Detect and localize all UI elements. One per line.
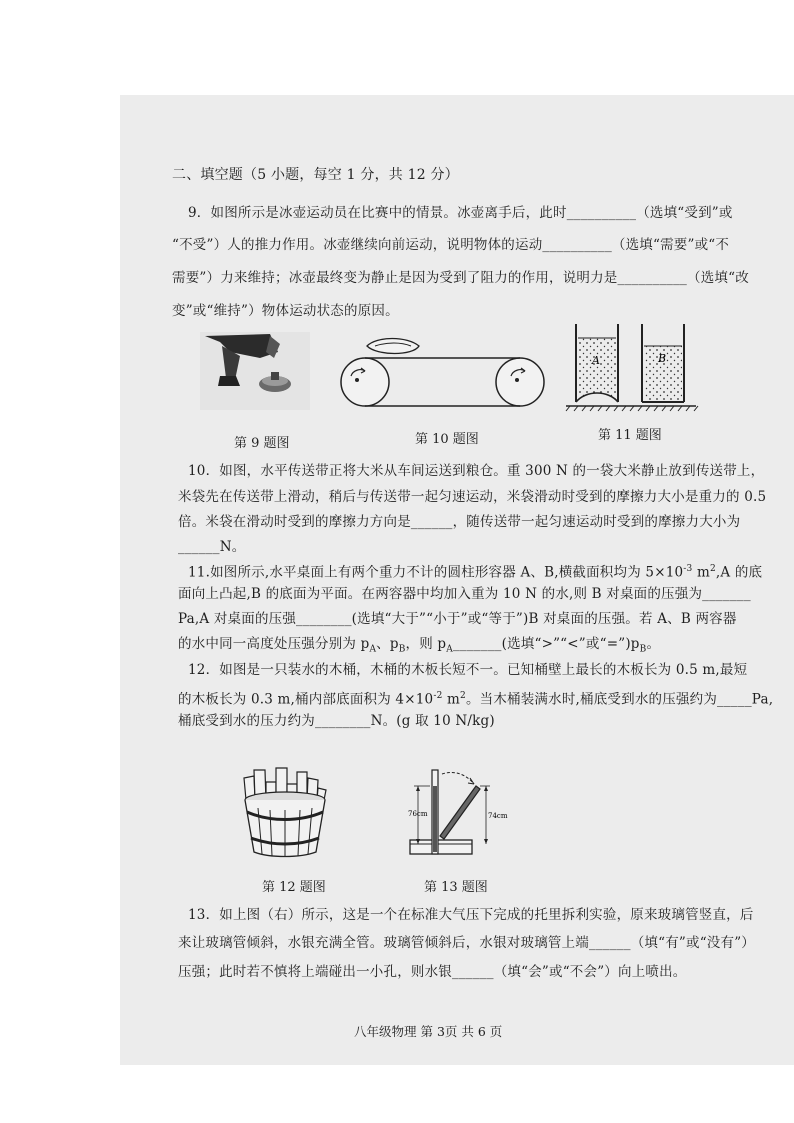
torricelli-figure (404, 766, 508, 860)
q11-line-4: 的水中同一高度处压强分别为 $p_A$、$p_B$，则 $p_A\_\_\_\_\_\_\_$(选填“>”“<”或“$=”)p_B$。 (178, 636, 661, 655)
height-74-label: 74cm (488, 812, 508, 820)
q9-line-3: 需要”）力来维持；冰壶最终变为静止是因为受到了阻力的作用，说明力是__________（选填“改 (172, 270, 749, 286)
page-footer: 八年级物理 第 3页 共 6 页 (354, 1024, 503, 1039)
fig11-caption: 第 11 题图 (598, 428, 662, 443)
q10-line-3: 倍。米袋在滑动时受到的摩擦力方向是______，随传送带一起匀速运动时受到的摩擦力大小为 (178, 514, 741, 530)
fig12-caption: 第 12 题图 (262, 880, 326, 895)
q12-line-1: 12．如图是一只装水的木桶，木桶的木板长短不一。已知桶壁上最长的木板长为 0.5 m,最短 (188, 662, 748, 678)
q11-line-3: Pa,A 对桌面的压强________(选填“大于”“小于”或“等于”)B 对桌面的压强。若 A、B 两容器 (178, 611, 737, 627)
q10-line-2: 米袋先在传送带上滑动，稍后与传送带一起匀速运动，米袋滑动时受到的摩擦力大小是重力的 0.5 (178, 489, 767, 505)
fig13-caption: 第 13 题图 (424, 880, 488, 895)
q13-line-1: 13．如上图（右）所示，这是一个在标准大气压下完成的托里拆利实验，原来玻璃管竖直，后 (188, 907, 754, 923)
q11-line-1: 11.如图所示,水平桌面上有两个重力不计的圆柱形容器 A、B,横截面积均为 $5\times 10^{-3}$ $m^2,A$ 的底 (188, 564, 763, 581)
q12-line-2: 的木板长为 0.3 m,桶内部底面积为 $4\times 10^{-2}$ $m^2$。当木桶装满水时,桶底受到水的压强约为_____Pa, (178, 691, 774, 708)
section-heading: 二、填空题（5 小题，每空 1 分，共 12 分） (172, 167, 459, 183)
container-a-label: A (592, 354, 600, 367)
curling-figure (200, 332, 310, 410)
q11-line-2: 面向上凸起,B 的底面为平面。在两容器中均加入重为 10 N 的水,则 B 对桌面的压强为_______ (178, 586, 751, 602)
containers-figure (564, 320, 699, 412)
q13-line-3: 压强；此时若不慎将上端碰出一小孔，则水银______（填“会”或“不会”）向上喷出。 (178, 964, 687, 980)
q10-line-1: 10．如图，水平传送带正将大米从车间运送到粮仓。重 300 N 的一袋大米静止放到传送带上， (188, 463, 765, 479)
q9-line-2: “不受”）人的推力作用。冰壶继续向前运动，说明物体的运动__________（选填“需要”或“不 (172, 237, 730, 253)
q12-line-3: 桶底受到水的压力约为________N。(g 取 10 N/kg) (178, 713, 495, 729)
height-76-label: 76cm (408, 810, 428, 818)
fig10-caption: 第 10 题图 (415, 432, 479, 447)
q13-line-2: 来让玻璃管倾斜，水银充满全管。玻璃管倾斜后，水银对玻璃管上端______（填“有”或“没有”） (178, 935, 756, 951)
conveyor-figure (337, 338, 552, 410)
q9-line-4: 变”或“维持”）物体运动状态的原因。 (172, 303, 399, 319)
container-b-label: B (658, 352, 667, 365)
q10-line-4: ______N。 (178, 539, 246, 555)
wooden-bucket-figure (240, 766, 330, 858)
q9-line-1: 9．如图所示是冰壶运动员在比赛中的情景。冰壶离手后，此时__________（选填“受到”或 (188, 205, 733, 221)
fig9-caption: 第 9 题图 (234, 436, 290, 451)
